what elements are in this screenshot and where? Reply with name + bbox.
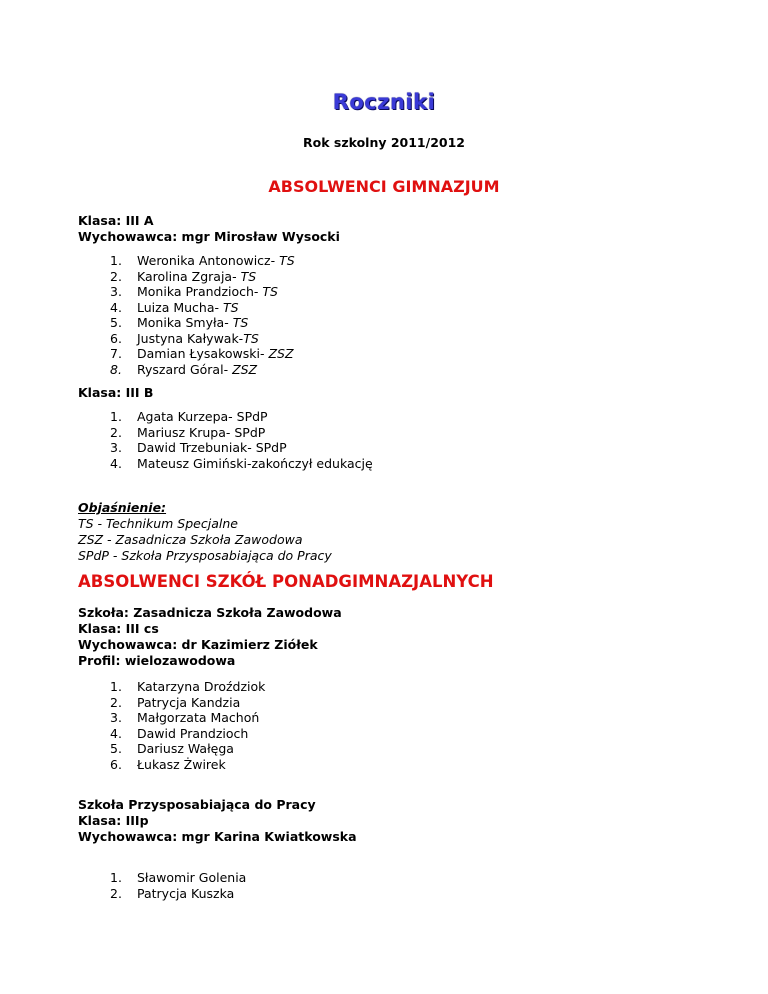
explanation-block	[78, 500, 332, 564]
list-item: 6. Justyna Kaływak-TS	[110, 330, 259, 346]
list-item: 4. Dawid Prandzioch	[110, 725, 249, 741]
spdp-list	[78, 870, 246, 901]
heading-ponadgimnazjalne: ABSOLWENCI SZKÓŁ PONADGIMNAZJALNYCH	[78, 572, 494, 591]
school-year: Rok szkolny 2011/2012	[303, 135, 465, 150]
zsz-header	[78, 605, 342, 669]
list-item: 2. Patrycja Kuszka	[110, 885, 235, 901]
list-item: 3. Małgorzata Machoń	[110, 710, 260, 725]
list-item: 8. Ryszard Góral- ZSZ	[110, 361, 258, 377]
explanation-line: TS - Technikum Specjalne	[78, 516, 238, 531]
class-b-klasa: Klasa: III B	[78, 385, 154, 400]
explanation-lead: Objaśnienie:	[78, 500, 167, 515]
class-a-wychowawca: Wychowawca: mgr Mirosław Wysocki	[78, 229, 340, 244]
list-item: 1. Katarzyna Droździok	[110, 679, 266, 694]
explanation-line: SPdP - Szkoła Przysposabiająca do Pracy	[78, 548, 332, 563]
spdp-szkola: Szkoła Przysposabiająca do Pracy	[78, 797, 316, 812]
list-item: 4. Mateusz Gimiński-zakończył edukację	[110, 455, 373, 471]
list-item: 4. Luiza Mucha- TS	[110, 299, 239, 315]
zsz-list	[78, 679, 265, 772]
list-item: 5. Dariusz Wałęga	[110, 741, 234, 756]
page-title: Roczniki	[332, 90, 436, 114]
list-item: 1. Sławomir Golenia	[110, 870, 247, 885]
list-item: 7. Damian Łysakowski- ZSZ	[110, 346, 294, 361]
heading-gimnazjum: ABSOLWENCI GIMNAZJUM	[268, 177, 500, 196]
class-a-header	[78, 213, 340, 245]
list-item: 6. Łukasz Żwirek	[110, 756, 226, 772]
explanation-line: ZSZ - Zasadnicza Szkoła Zawodowa	[78, 532, 303, 547]
list-item: 3. Monika Prandzioch- TS	[110, 284, 278, 299]
zsz-szkola: Szkoła: Zasadnicza Szkoła Zawodowa	[78, 605, 342, 620]
list-item: 3. Dawid Trzebuniak- SPdP	[110, 440, 287, 455]
zsz-klasa: Klasa: III cs	[78, 621, 159, 636]
list-item: 2. Patrycja Kandzia	[110, 694, 241, 710]
list-item: 5. Monika Smyła- TS	[110, 315, 249, 330]
class-b-list	[78, 409, 373, 471]
list-item: 2. Mariusz Krupa- SPdP	[110, 424, 266, 440]
spdp-wychowawca: Wychowawca: mgr Karina Kwiatkowska	[78, 829, 357, 844]
zsz-profil: Profil: wielozawodowa	[78, 653, 236, 668]
zsz-wychowawca: Wychowawca: dr Kazimierz Ziółek	[78, 637, 318, 652]
spdp-header	[78, 797, 357, 845]
list-item: 2. Karolina Zgraja- TS	[110, 268, 257, 284]
spdp-klasa: Klasa: IIIp	[78, 813, 149, 828]
list-item: 1. Agata Kurzepa- SPdP	[110, 409, 268, 424]
list-item: 1. Weronika Antonowicz- TS	[110, 253, 295, 268]
class-a-klasa: Klasa: III A	[78, 213, 154, 228]
class-a-list	[78, 253, 295, 377]
